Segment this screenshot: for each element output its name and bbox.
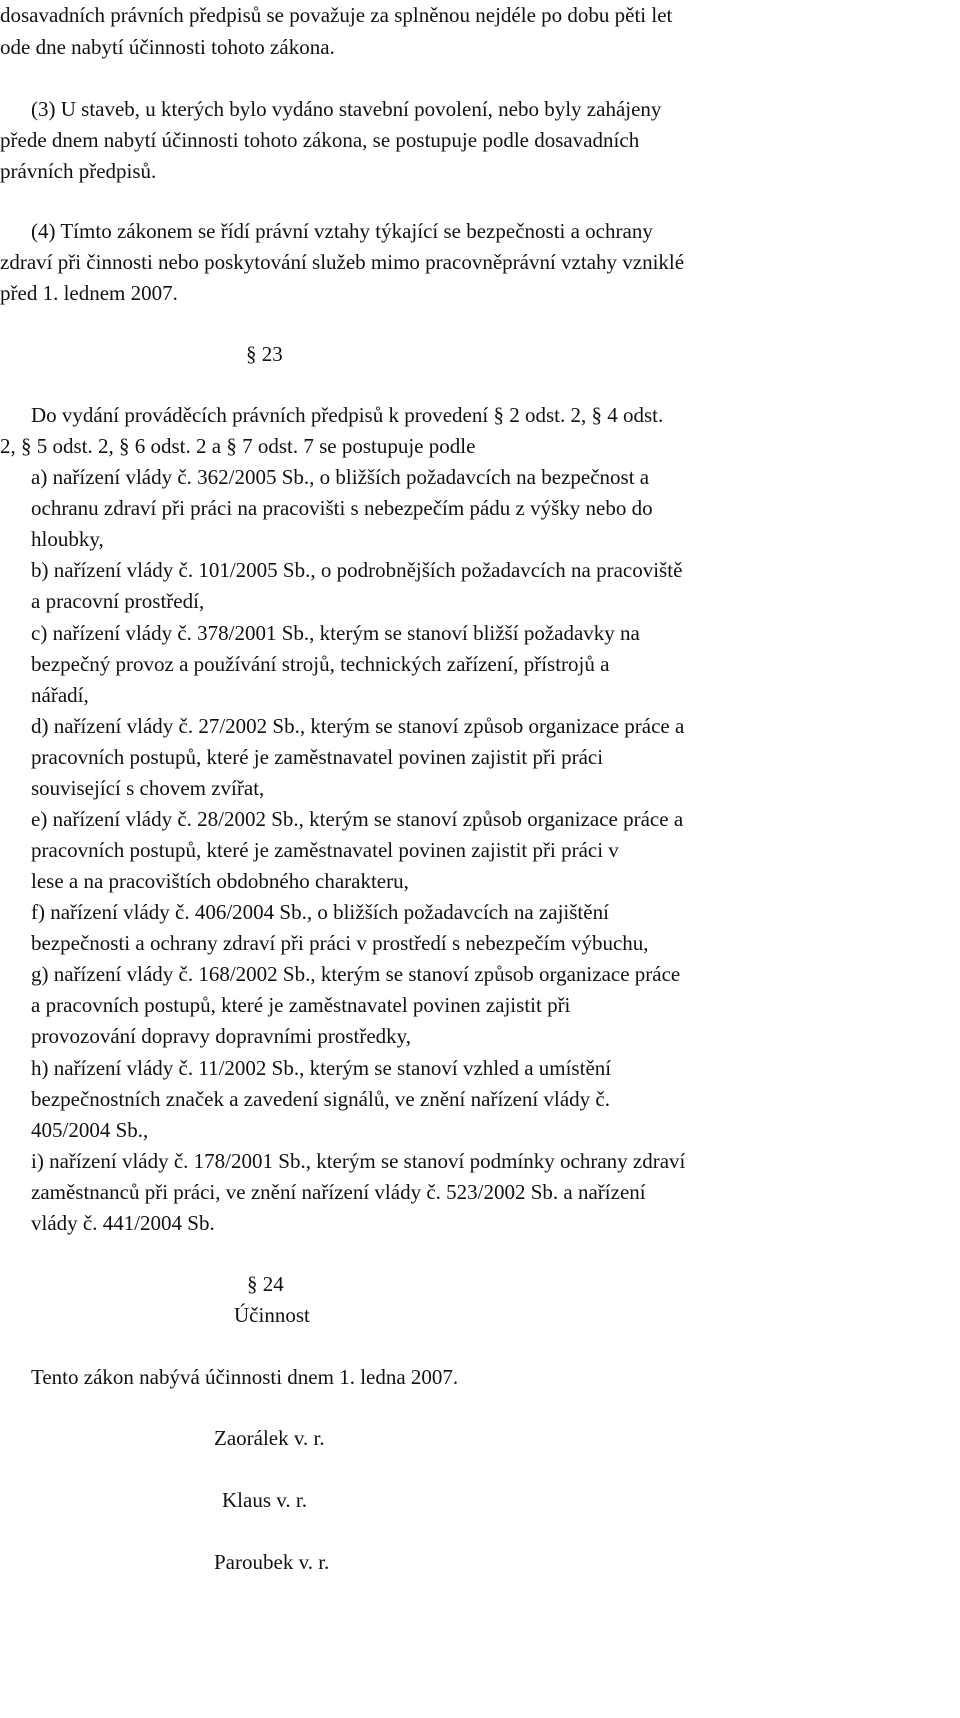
list-item-continuation: nářadí, bbox=[31, 683, 89, 707]
list-item-continuation: a pracovních postupů, které je zaměstnavatel povinen zajistit při bbox=[31, 993, 571, 1017]
text-line: ode dne nabytí účinnosti tohoto zákona. bbox=[0, 35, 335, 59]
list-item-continuation: bezpečnostních značek a zavedení signálů, ve znění nařízení vlády č. bbox=[31, 1087, 610, 1111]
list-item: i) nařízení vlády č. 178/2001 Sb., kterým se stanoví podmínky ochrany zdraví bbox=[31, 1149, 686, 1173]
list-item-continuation: a pracovní prostředí, bbox=[31, 589, 205, 613]
list-item: e) nařízení vlády č. 28/2002 Sb., kterým se stanoví způsob organizace práce a bbox=[31, 807, 684, 831]
list-item: f) nařízení vlády č. 406/2004 Sb., o bližších požadavcích na zajištění bbox=[31, 900, 609, 924]
list-item-continuation: lese a na pracovištích obdobného charakteru, bbox=[31, 869, 409, 893]
list-item-continuation: pracovních postupů, které je zaměstnavatel povinen zajistit při práci v bbox=[31, 838, 619, 862]
list-item-continuation: 405/2004 Sb., bbox=[31, 1118, 149, 1142]
text-line: dosavadních právních předpisů se považuje za splněnou nejdéle po dobu pěti let bbox=[0, 3, 673, 27]
text-line: před 1. lednem 2007. bbox=[0, 281, 178, 305]
signature-name: Paroubek v. r. bbox=[214, 1550, 330, 1574]
list-item: d) nařízení vlády č. 27/2002 Sb., kterým se stanoví způsob organizace práce a bbox=[31, 714, 685, 738]
section-heading: § 23 bbox=[246, 342, 283, 366]
list-item: b) nařízení vlády č. 101/2005 Sb., o podrobnějších požadavcích na pracoviště bbox=[31, 558, 683, 582]
signature-name: Klaus v. r. bbox=[222, 1488, 307, 1512]
effective-date-text: Tento zákon nabývá účinnosti dnem 1. ledna 2007. bbox=[31, 1365, 459, 1389]
list-item-continuation: bezpečnosti a ochrany zdraví při práci v prostředí s nebezpečím výbuchu, bbox=[31, 931, 649, 955]
list-item-continuation: pracovních postupů, které je zaměstnavatel povinen zajistit při práci bbox=[31, 745, 604, 769]
list-item-continuation: vlády č. 441/2004 Sb. bbox=[31, 1211, 215, 1235]
list-item-continuation: zaměstnanců při práci, ve znění nařízení vlády č. 523/2002 Sb. a nařízení bbox=[31, 1180, 646, 1204]
text-line: (3) U staveb, u kterých bylo vydáno stavební povolení, nebo byly zahájeny bbox=[31, 97, 662, 121]
list-item: g) nařízení vlády č. 168/2002 Sb., kterým se stanoví způsob organizace práce bbox=[31, 962, 681, 986]
text-line: Do vydání prováděcích právních předpisů k provedení § 2 odst. 2, § 4 odst. bbox=[31, 403, 664, 427]
signature-name: Zaorálek v. r. bbox=[214, 1426, 325, 1450]
list-item-continuation: hloubky, bbox=[31, 527, 104, 551]
text-line: zdraví při činnosti nebo poskytování služeb mimo pracovněprávní vztahy vzniklé bbox=[0, 250, 685, 274]
list-item: c) nařízení vlády č. 378/2001 Sb., kterým se stanoví bližší požadavky na bbox=[31, 621, 640, 645]
section-title: Účinnost bbox=[234, 1303, 310, 1327]
section-heading: § 24 bbox=[247, 1272, 284, 1296]
list-item: h) nařízení vlády č. 11/2002 Sb., kterým se stanoví vzhled a umístění bbox=[31, 1056, 612, 1080]
text-line: přede dnem nabytí účinnosti tohoto zákona, se postupuje podle dosavadních bbox=[0, 128, 640, 152]
list-item: a) nařízení vlády č. 362/2005 Sb., o bližších požadavcích na bezpečnost a bbox=[31, 465, 650, 489]
list-item-continuation: související s chovem zvířat, bbox=[31, 776, 265, 800]
list-item-continuation: ochranu zdraví při práci na pracovišti s nebezpečím pádu z výšky nebo do bbox=[31, 496, 653, 520]
text-line: právních předpisů. bbox=[0, 159, 157, 183]
text-line: (4) Tímto zákonem se řídí právní vztahy týkající se bezpečnosti a ochrany bbox=[31, 219, 653, 243]
list-item-continuation: bezpečný provoz a používání strojů, technických zařízení, přístrojů a bbox=[31, 652, 610, 676]
text-line: 2, § 5 odst. 2, § 6 odst. 2 a § 7 odst. 7 se postupuje podle bbox=[0, 434, 476, 458]
list-item-continuation: provozování dopravy dopravními prostředky, bbox=[31, 1024, 412, 1048]
